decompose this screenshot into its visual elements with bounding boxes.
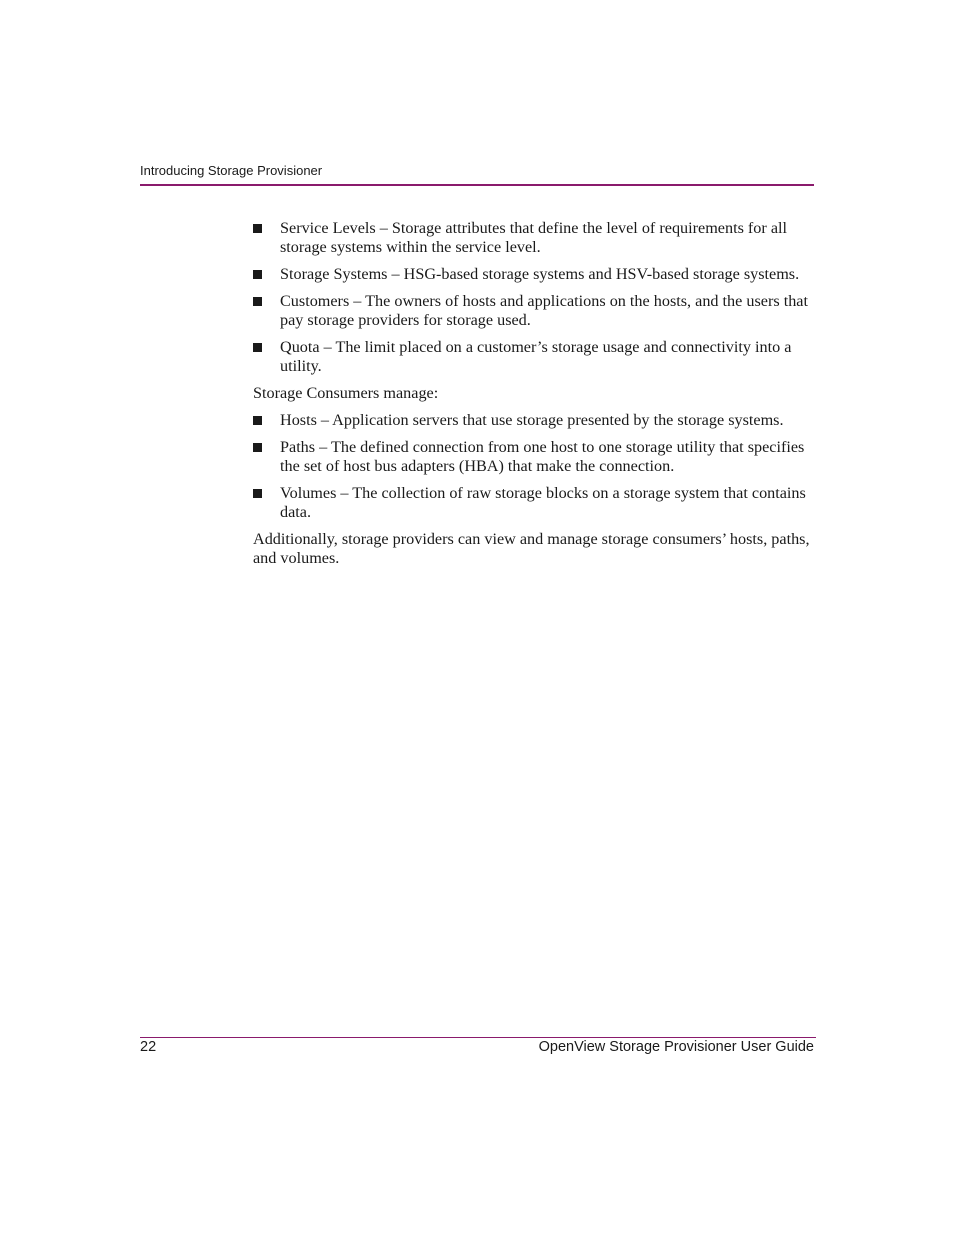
list-item-text: Customers – The owners of hosts and applications on the hosts, and the users that pay storage providers for storage used. <box>280 292 808 329</box>
list-item <box>253 338 819 376</box>
header-rule <box>140 184 814 186</box>
square-bullet-icon <box>253 443 262 452</box>
square-bullet-icon <box>253 343 262 352</box>
list-item <box>253 219 819 257</box>
list-item <box>253 292 819 330</box>
list-item <box>253 265 819 284</box>
page-number: 22 <box>140 1039 157 1055</box>
square-bullet-icon <box>253 270 262 279</box>
footer-rule <box>140 1037 816 1038</box>
list-item-text: Storage Systems – HSG-based storage systems and HSV-based storage systems. <box>280 265 800 283</box>
square-bullet-icon <box>253 297 262 306</box>
list-item-text: Quota – The limit placed on a customer’s storage usage and connectivity into a utility. <box>280 338 792 375</box>
list-item <box>253 411 819 430</box>
page-body <box>253 219 819 576</box>
list-item <box>253 484 819 522</box>
square-bullet-icon <box>253 489 262 498</box>
list-item <box>253 438 819 476</box>
consumers-intro: Storage Consumers manage: <box>253 384 439 402</box>
list-item-text: Volumes – The collection of raw storage blocks on a storage system that contains data. <box>280 484 806 521</box>
running-header: Introducing Storage Provisioner <box>140 163 323 178</box>
closing-paragraph: Additionally, storage providers can view and manage storage consumers’ hosts, paths, and volumes. <box>253 530 810 567</box>
document-title: OpenView Storage Provisioner User Guide <box>538 1039 814 1055</box>
list-item-text: Service Levels – Storage attributes that define the level of requirements for all storage systems within the service level. <box>280 219 788 256</box>
square-bullet-icon <box>253 416 262 425</box>
list-item-text: Hosts – Application servers that use storage presented by the storage systems. <box>280 411 784 429</box>
square-bullet-icon <box>253 224 262 233</box>
list-item-text: Paths – The defined connection from one host to one storage utility that specifies the set of host bus adapters (HBA) that make the connection. <box>280 438 805 475</box>
